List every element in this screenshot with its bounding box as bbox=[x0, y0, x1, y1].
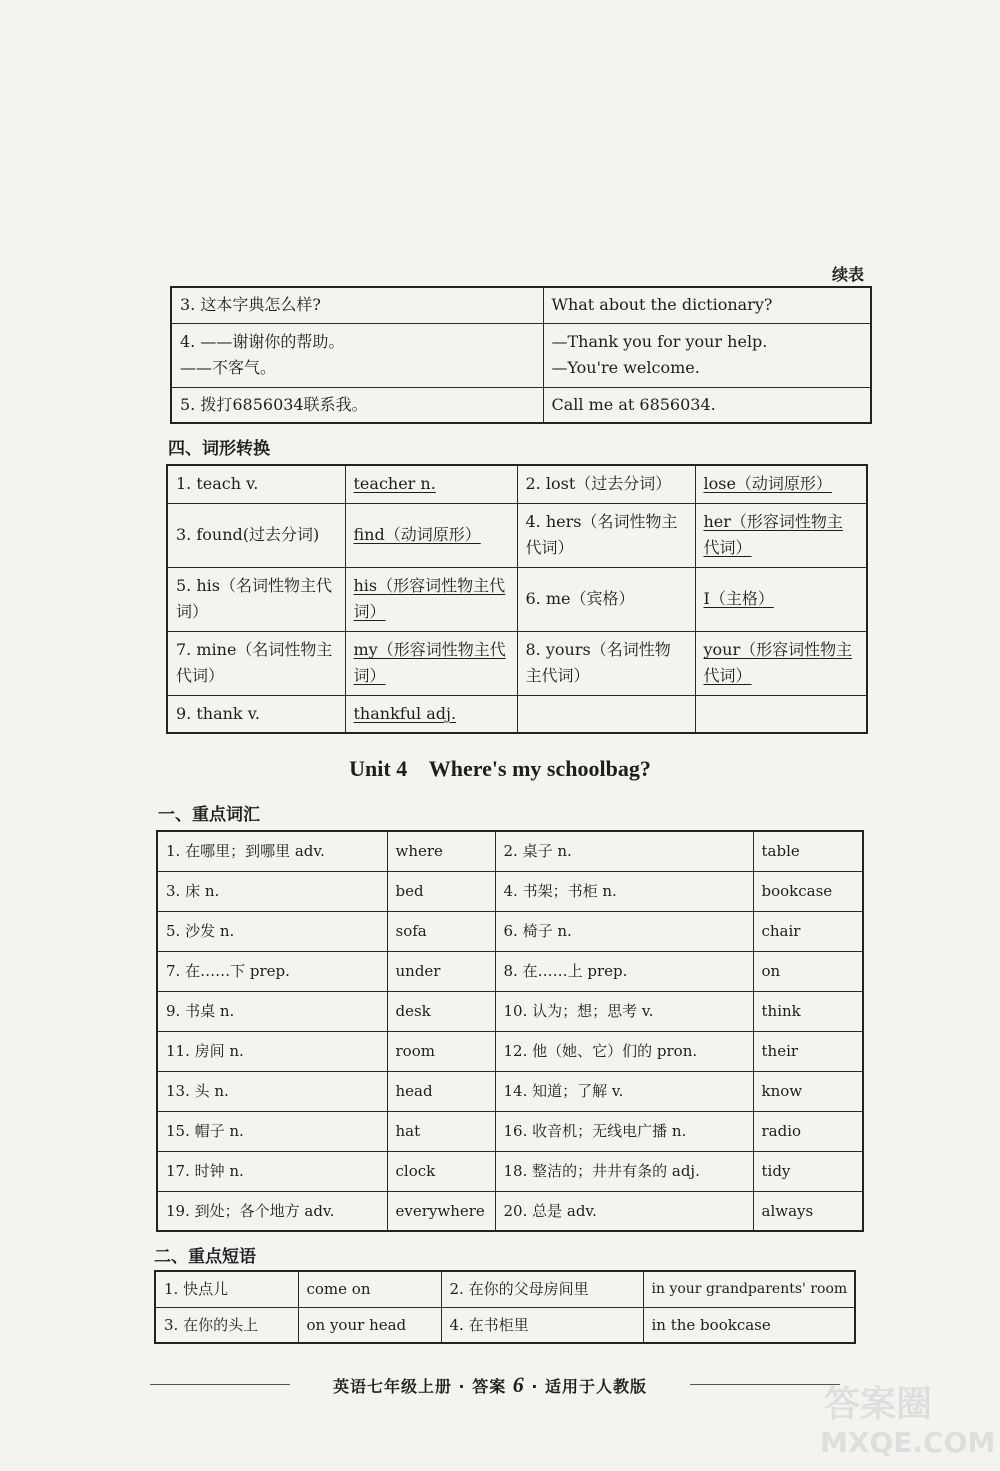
en-cell: in the bookcase bbox=[643, 1307, 855, 1343]
cn-cell: 1. 在哪里；到哪里 adv. bbox=[157, 831, 387, 871]
footer-rule-left bbox=[150, 1384, 290, 1385]
answer-text: his（形容词性物主代词） bbox=[353, 576, 506, 621]
continued-table bbox=[170, 286, 872, 424]
answer-text: I（主格） bbox=[703, 589, 774, 609]
cn-cell bbox=[171, 287, 543, 323]
continued-label: 续表 bbox=[832, 265, 865, 284]
table-row bbox=[155, 1271, 855, 1307]
cn-cell: 18. 整洁的；井井有条的 adj. bbox=[495, 1151, 753, 1191]
empty-cell bbox=[695, 695, 867, 733]
en-cell: everywhere bbox=[387, 1191, 495, 1231]
vocab-table bbox=[156, 830, 864, 1232]
question-cell: 7. mine（名词性物主代词） bbox=[167, 631, 345, 695]
cn-cell: 17. 时钟 n. bbox=[157, 1151, 387, 1191]
en-cell: where bbox=[387, 831, 495, 871]
cn-text: 5. 拨打6856034联系我。 bbox=[180, 394, 368, 414]
cn-cell: 11. 房间 n. bbox=[157, 1031, 387, 1071]
section1-title: 一、重点词汇 bbox=[158, 805, 260, 825]
cn-text-multiline: 4. ——谢谢你的帮助。 ——不客气。 bbox=[180, 332, 345, 377]
cn-cell: 19. 到处；各个地方 adv. bbox=[157, 1191, 387, 1231]
question-cell: 6. me（宾格） bbox=[517, 567, 695, 631]
watermark-logo bbox=[824, 1376, 932, 1427]
cn-cell bbox=[171, 387, 543, 423]
cn-cell: 10. 认为；想；思考 v. bbox=[495, 991, 753, 1031]
answer-text: your（形容词性物主代词） bbox=[703, 640, 853, 685]
cn-cell: 13. 头 n. bbox=[157, 1071, 387, 1111]
table-row bbox=[155, 1307, 855, 1343]
en-text: —You're welcome. bbox=[551, 358, 700, 377]
cn-cell: 3. 在你的头上 bbox=[155, 1307, 298, 1343]
answer-cell bbox=[345, 503, 517, 567]
en-cell: radio bbox=[753, 1111, 863, 1151]
table-row bbox=[167, 695, 867, 733]
answer-text: my（形容词性物主代词） bbox=[353, 640, 506, 685]
table-row bbox=[167, 465, 867, 503]
table-row bbox=[157, 1031, 863, 1071]
table-row bbox=[167, 567, 867, 631]
question-cell: 8. yours（名词性物主代词） bbox=[517, 631, 695, 695]
table-row bbox=[157, 1111, 863, 1151]
en-cell: clock bbox=[387, 1151, 495, 1191]
table-row bbox=[167, 631, 867, 695]
en-cell: chair bbox=[753, 911, 863, 951]
answer-text: lose（动词原形） bbox=[703, 474, 832, 494]
cn-cell: 8. 在……上 prep. bbox=[495, 951, 753, 991]
answer-text: find（动词原形） bbox=[353, 525, 481, 545]
en-cell: come on bbox=[298, 1271, 441, 1307]
footer-left: 英语七年级上册 · 答案 bbox=[332, 1377, 507, 1396]
question-cell: 3. found(过去分词) bbox=[167, 503, 345, 567]
cn-cell: 20. 总是 adv. bbox=[495, 1191, 753, 1231]
table-row bbox=[157, 1191, 863, 1231]
cn-cell: 4. 书架；书柜 n. bbox=[495, 871, 753, 911]
answer-cell bbox=[695, 631, 867, 695]
en-cell: in your grandparents' room bbox=[643, 1271, 855, 1307]
en-cell: head bbox=[387, 1071, 495, 1111]
cn-cell: 3. 床 n. bbox=[157, 871, 387, 911]
watermark-url: MXQE.COM bbox=[820, 1426, 996, 1459]
answer-cell bbox=[345, 465, 517, 503]
answer-cell bbox=[695, 567, 867, 631]
cn-text: 3. 这本字典怎么样? bbox=[180, 295, 321, 315]
en-cell: their bbox=[753, 1031, 863, 1071]
table-row bbox=[157, 1151, 863, 1191]
table-row bbox=[157, 951, 863, 991]
answer-cell bbox=[345, 631, 517, 695]
footer-page-number: 6 bbox=[512, 1372, 525, 1397]
en-cell: tidy bbox=[753, 1151, 863, 1191]
question-cell: 5. his（名词性物主代词） bbox=[167, 567, 345, 631]
en-cell: sofa bbox=[387, 911, 495, 951]
en-text: Call me at 6856034. bbox=[551, 394, 716, 414]
cn-cell: 5. 沙发 n. bbox=[157, 911, 387, 951]
en-text: What about the dictionary? bbox=[551, 295, 773, 315]
watermark-line1: 答案圈 bbox=[824, 1384, 933, 1425]
table-row bbox=[157, 991, 863, 1031]
table-row bbox=[157, 1071, 863, 1111]
en-cell: under bbox=[387, 951, 495, 991]
footer-right: · 适用于人教版 bbox=[531, 1377, 648, 1396]
table-row bbox=[171, 287, 871, 323]
en-cell: on your head bbox=[298, 1307, 441, 1343]
en-cell: know bbox=[753, 1071, 863, 1111]
section2-title: 二、重点短语 bbox=[154, 1247, 256, 1267]
cn-cell: 6. 椅子 n. bbox=[495, 911, 753, 951]
en-cell: table bbox=[753, 831, 863, 871]
en-text: —Thank you for your help. bbox=[551, 332, 768, 352]
question-cell: 4. hers（名词性物主代词） bbox=[517, 503, 695, 567]
en-cell: always bbox=[753, 1191, 863, 1231]
en-cell bbox=[543, 323, 871, 387]
table-row bbox=[171, 387, 871, 423]
question-cell: 1. teach v. bbox=[167, 465, 345, 503]
answer-cell bbox=[695, 503, 867, 567]
cn-cell: 14. 知道；了解 v. bbox=[495, 1071, 753, 1111]
table-row bbox=[157, 871, 863, 911]
phrase-table bbox=[154, 1270, 856, 1344]
question-cell: 9. thank v. bbox=[167, 695, 345, 733]
cn-cell: 2. 桌子 n. bbox=[495, 831, 753, 871]
cn-cell: 2. 在你的父母房间里 bbox=[441, 1271, 643, 1307]
en-cell bbox=[543, 387, 871, 423]
en-cell: think bbox=[753, 991, 863, 1031]
table-row bbox=[167, 503, 867, 567]
empty-cell bbox=[517, 695, 695, 733]
en-cell: on bbox=[753, 951, 863, 991]
answer-cell bbox=[345, 567, 517, 631]
cn-cell: 15. 帽子 n. bbox=[157, 1111, 387, 1151]
answer-cell bbox=[345, 695, 517, 733]
en-cell bbox=[543, 287, 871, 323]
table-row bbox=[171, 323, 871, 387]
table-row bbox=[157, 911, 863, 951]
answer-cell bbox=[695, 465, 867, 503]
cn-cell: 4. 在书柜里 bbox=[441, 1307, 643, 1343]
footer-rule-right bbox=[690, 1384, 840, 1385]
en-cell: hat bbox=[387, 1111, 495, 1151]
en-cell: desk bbox=[387, 991, 495, 1031]
section4-title: 四、词形转换 bbox=[168, 439, 270, 459]
cn-cell: 16. 收音机；无线电广播 n. bbox=[495, 1111, 753, 1151]
cn-cell: 9. 书桌 n. bbox=[157, 991, 387, 1031]
answer-text: thankful adj. bbox=[353, 703, 457, 723]
cn-cell: 12. 他（她、它）们的 pron. bbox=[495, 1031, 753, 1071]
word-form-table bbox=[166, 464, 868, 734]
cn-cell: 1. 快点儿 bbox=[155, 1271, 298, 1307]
cn-cell: 7. 在……下 prep. bbox=[157, 951, 387, 991]
cn-cell bbox=[171, 323, 543, 387]
answer-text: teacher n. bbox=[353, 474, 436, 494]
en-cell: bed bbox=[387, 871, 495, 911]
footer bbox=[300, 1372, 680, 1398]
table-row bbox=[157, 831, 863, 871]
answer-text: her（形容词性物主代词） bbox=[703, 512, 843, 557]
unit-title: Unit 4 Where's my schoolbag? bbox=[349, 756, 651, 781]
en-cell: room bbox=[387, 1031, 495, 1071]
question-cell: 2. lost（过去分词） bbox=[517, 465, 695, 503]
en-cell: bookcase bbox=[753, 871, 863, 911]
